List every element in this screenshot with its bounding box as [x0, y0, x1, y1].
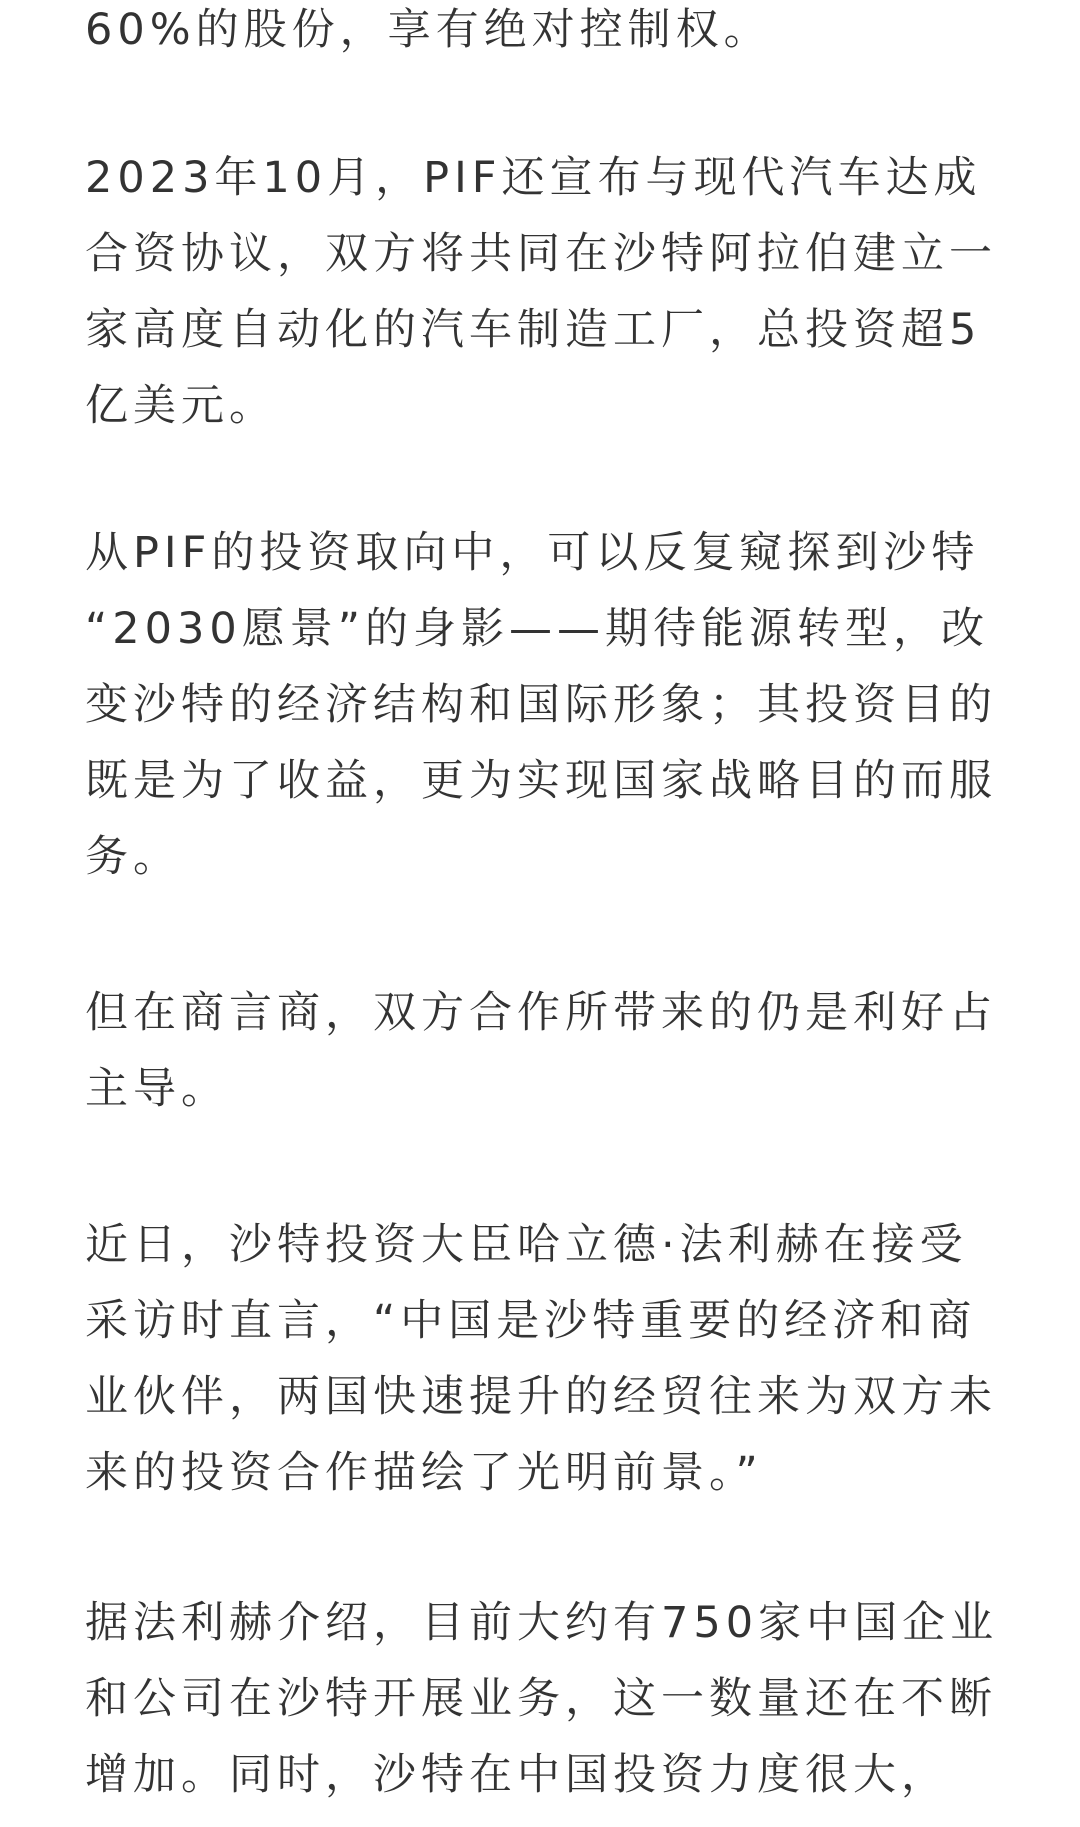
text-line: 60%的股份，享有绝对控制权。	[85, 5, 772, 55]
paragraph-business-benefits	[85, 975, 997, 1127]
paragraph-hyundai-joint-venture	[85, 140, 997, 444]
text-line: 来的投资合作描绘了光明前景。”	[85, 1448, 763, 1498]
text-line: 2023年10月，PIF还宣布与现代汽车达成	[85, 153, 982, 203]
text-line: 但在商言商，双方合作所带来的仍是利好占	[85, 988, 997, 1038]
text-line: 主导。	[85, 1064, 229, 1114]
text-line: 合资协议，双方将共同在沙特阿拉伯建立一	[85, 229, 997, 279]
text-line: 据法利赫介绍，目前大约有750家中国企业	[85, 1598, 999, 1648]
paragraph-stake-control	[85, 0, 772, 68]
paragraph-minister-quote	[85, 1207, 997, 1511]
text-line: 变沙特的经济结构和国际形象；其投资目的	[85, 680, 997, 730]
text-line: 亿美元。	[85, 381, 277, 431]
text-line: 业伙伴，两国快速提升的经贸往来为双方未	[85, 1372, 997, 1422]
paragraph-vision-2030	[85, 515, 997, 895]
text-line: 增加。同时，沙特在中国投资力度很大，	[85, 1750, 949, 1800]
text-line: 采访时直言，“中国是沙特重要的经济和商	[85, 1296, 977, 1346]
paragraph-chinese-companies	[85, 1585, 998, 1813]
text-line: 和公司在沙特开展业务，这一数量还在不断	[85, 1674, 997, 1724]
text-line: “2030愿景”的身影——期待能源转型，改	[85, 604, 989, 654]
text-line: 既是为了收益，更为实现国家战略目的而服	[85, 756, 997, 806]
text-line: 近日，沙特投资大臣哈立德·法利赫在接受	[85, 1220, 968, 1270]
text-line: 从PIF的投资取向中，可以反复窥探到沙特	[85, 528, 980, 578]
text-line: 务。	[85, 832, 181, 882]
text-line: 家高度自动化的汽车制造工厂，总投资超5	[85, 305, 982, 355]
